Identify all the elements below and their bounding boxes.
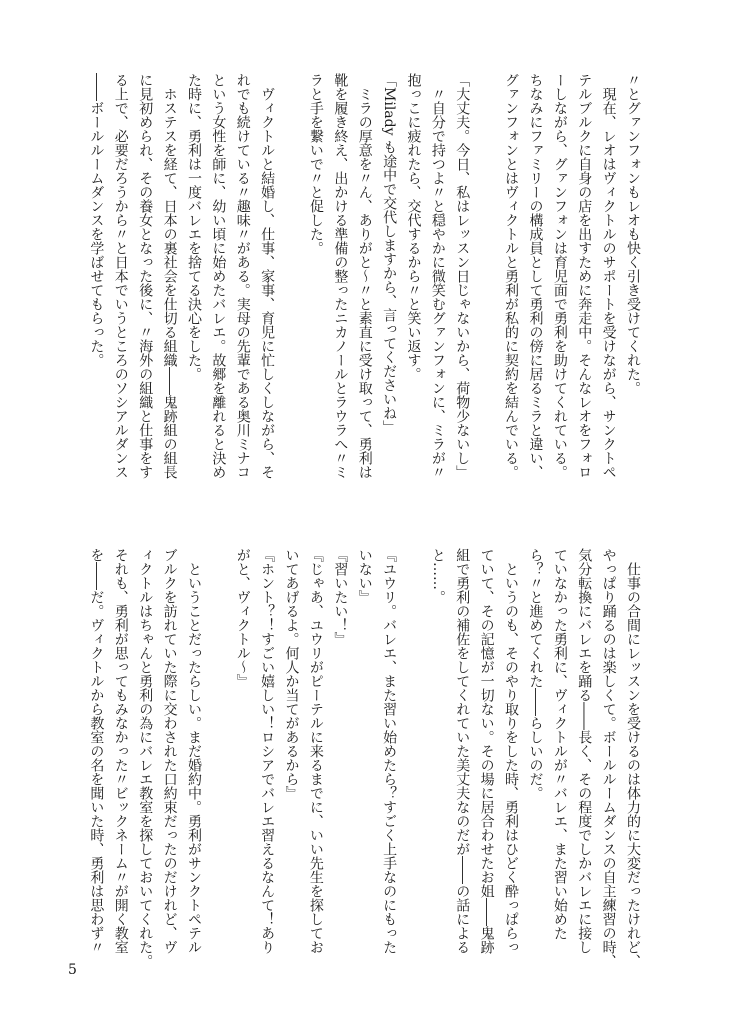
text-line: を――だ。ヴィクトルから教室の名を聞いた時、勇利は思わず〃 bbox=[88, 548, 105, 954]
text-line: 「大丈夫。今日、私はレッスン日じゃないから、荷物少ないし」 bbox=[454, 73, 471, 479]
text-line: 抱っこに疲れたら、交代するから〃と笑い返す。 bbox=[405, 73, 422, 381]
text-line: ホステスを経て、日本の裏社会を仕切る組織――鬼跡組の組長 bbox=[161, 73, 178, 479]
text-line: ヴィクトルと結婚し、仕事、家事、育児に忙しくしながら、そ bbox=[259, 73, 276, 479]
text-line: がと、ヴィクトル～』 bbox=[234, 548, 251, 688]
text-line: ――ボールルームダンスを学ばせてもらった。 bbox=[88, 73, 105, 367]
text-line: テルブルクに自身の店を出すために奔走中。そんなレオをフォロ bbox=[576, 73, 593, 479]
text-line: 『ホント？！すごい嬉しい！ロシアでバレエ習えるなんて！あり bbox=[259, 548, 276, 954]
blank-line bbox=[206, 548, 230, 970]
text-line: た時に、勇利は一度バレエを捨てる決心をした。 bbox=[185, 73, 202, 381]
upper-text-block bbox=[83, 73, 645, 495]
blank-line bbox=[401, 548, 425, 970]
text-line: 現在、レオはヴィクトルのサポートを受けながら、サンクトペ bbox=[600, 73, 617, 479]
text-line: いてあげるよ。何人か当てがあるから』 bbox=[283, 548, 300, 800]
text-line: という女性を師に、幼い頃に始めたバレエ。故郷を離れると決め bbox=[210, 73, 227, 479]
text-line: 『ユウリ。バレエ、また習い始めたら？すごく上手なのにもった bbox=[381, 548, 398, 954]
text-line: グァンフォンとはヴィクトルと勇利が私的に契約を結んでいる。 bbox=[503, 73, 520, 479]
text-line: ら？〃と進めてくれた――らしいのだ。 bbox=[527, 548, 544, 800]
page-number: 5 bbox=[68, 962, 77, 978]
text-line: と……。 bbox=[429, 548, 446, 604]
text-line: れでも続けている〃趣味〃がある。実母の先輩である奥川ミナコ bbox=[234, 73, 251, 479]
text-line: 「Milady も途中で交代しますから、言ってくださいね」 bbox=[381, 73, 398, 434]
text-line: る上で、必要だろうから〃と日本でいうところのソシアルダンス bbox=[112, 73, 129, 479]
text-line: いない』 bbox=[356, 548, 373, 604]
text-line: 靴を履き終え、出かける準備の整ったニカノールとラウラへ〃ミ bbox=[332, 73, 349, 479]
text-line: それも、勇利が思ってもみなかった〃ビックネーム〃が開く教室 bbox=[112, 548, 129, 954]
text-line: やっぱり踊るのは楽しくて。ボールルームダンスの自主練習の時、 bbox=[600, 548, 617, 968]
blank-line bbox=[279, 73, 303, 495]
blank-line bbox=[474, 73, 498, 495]
text-line: 『じゃあ、ユウリがピーテルに来るまでに、いい先生を探してお bbox=[307, 548, 324, 954]
text-line: ラと手を繋いで〃と促した。 bbox=[307, 73, 324, 255]
text-line: 〃とグァンフォンもレオも快く引き受けてくれた。 bbox=[625, 73, 641, 395]
text-line: ミラの厚意を〃ん、ありがと～〃と素直に受け取って、勇利は bbox=[356, 73, 373, 479]
text-line: ちなみにファミリーの構成員として勇利の傍に居るミラと違い、 bbox=[527, 73, 544, 479]
text-line: ブルクを訪れていた際に交わされた口約束だったのだけれど、ヴ bbox=[161, 548, 178, 954]
text-line: ていなかった勇利に、ヴィクトルが〃バレエ、また習い始めた bbox=[551, 548, 568, 940]
text-line: に見初められ、その養女となった後に、〃海外の組織と仕事をす bbox=[137, 73, 154, 479]
text-line: 〃自分で持つよ〃と穏やかに微笑むグァンフォンに、ミラが〃 bbox=[429, 73, 446, 479]
text-line: ーしながら、グァンフォンは育児面で勇利を助けてくれている。 bbox=[551, 73, 568, 479]
text-line: というのも、そのやり取りをした時、勇利はひどく酔っぱらっ bbox=[503, 548, 520, 954]
text-line: 気分転換にバレエを踊る――長く、その程度でしかバレエに接し bbox=[576, 548, 593, 954]
text-line: 仕事の合間にレッスンを受けるのは体力的に大変だったけれど、 bbox=[625, 548, 641, 968]
text-line: 『習いたい！』 bbox=[332, 548, 349, 646]
text-line: 組で勇利の補佐をしてくれていた美丈夫なのだが――の話による bbox=[454, 548, 471, 954]
lower-text-block bbox=[83, 548, 645, 970]
text-line: ィクトルはちゃんと勇利の為にバレエ教室を探しておいてくれた。 bbox=[137, 548, 154, 968]
text-line: ていて、その記憶が一切ない。その場に居合わせたお姐――鬼跡 bbox=[478, 548, 495, 954]
text-line: ということだったらしい。まだ婚約中。勇利がサンクトペテル bbox=[185, 548, 202, 954]
